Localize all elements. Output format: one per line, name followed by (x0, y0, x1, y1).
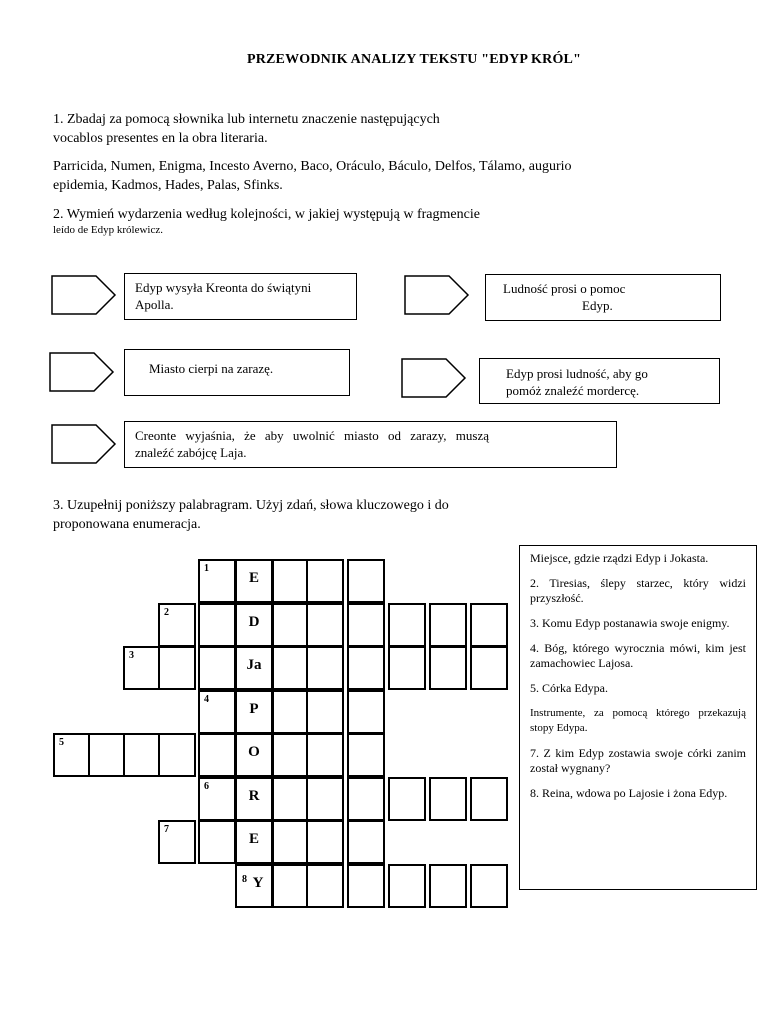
crossword-cell (272, 864, 310, 908)
q1-line2: vocablos presentes en la obra literaria. (53, 131, 268, 146)
crossword-cell (198, 820, 236, 864)
crossword-cell (347, 777, 385, 821)
crossword-cell (470, 646, 508, 690)
crossword-cell (347, 733, 385, 777)
q3-line1: 3. Uzupełnij poniższy palabragram. Użyj zdań, słowa kluczowego i do (53, 498, 449, 513)
key-letter-cell (235, 820, 273, 864)
row-number: 3 (129, 650, 134, 661)
crossword-cell (306, 733, 344, 777)
q2-line2: leído de Edyp królewicz. (53, 224, 163, 236)
crossword-cell (429, 777, 467, 821)
key-letter: Ja (246, 657, 262, 673)
row-number: 2 (164, 606, 169, 618)
crossword-cell (158, 820, 196, 864)
crossword-cell (470, 603, 508, 647)
arrow-4-icon (401, 358, 467, 398)
crossword-cell (429, 864, 467, 908)
crossword-cell (272, 733, 310, 777)
event-2-line1: Ludność prosi o pomoc (503, 281, 626, 296)
crossword-cell (272, 646, 310, 690)
crossword-cell (388, 777, 426, 821)
crossword-cell (198, 690, 236, 734)
clue-4: 4. Bóg, którego wyrocznia mówi, kim jest zamachowiec Lajosa. (530, 641, 746, 670)
clue-5: 5. Córka Edypa. (530, 681, 608, 695)
event-box-1 (124, 273, 357, 320)
arrow-2-icon (404, 275, 470, 315)
event-3-line1: Miasto cierpi na zarazę. (149, 361, 274, 376)
crossword-cell (470, 777, 508, 821)
row-number: 1 (204, 563, 209, 574)
row-number: 7 (164, 824, 169, 835)
crossword-cell (429, 646, 467, 690)
crossword-cell (158, 733, 196, 777)
crossword-cell (272, 603, 310, 647)
q3-line2: proponowana enumeracja. (53, 517, 201, 532)
crossword-cell (306, 820, 344, 864)
crossword-cell (306, 559, 344, 603)
row-number: 5 (59, 737, 64, 748)
crossword-cell (272, 820, 310, 864)
clue-2: 2. Tiresias, ślepy starzec, który widzi przyszłość. (530, 576, 746, 605)
crossword-cell (306, 603, 344, 647)
crossword-cell (429, 603, 467, 647)
crossword-cell (306, 864, 344, 908)
key-letter-cell (235, 733, 273, 777)
key-letter-cell (235, 690, 273, 734)
clue-7: 7. Z kim Edyp zostawia swoje córki zanim został wygnany? (530, 746, 746, 775)
crossword-cell (272, 690, 310, 734)
clue-6: Instrumente, za pomocą którego przekazują stopy Edypa. (530, 707, 746, 734)
crossword-cell (123, 646, 161, 690)
key-letter-cell (235, 864, 273, 908)
key-letter: O (248, 744, 260, 760)
crossword-cell (470, 864, 508, 908)
key-letter: E (248, 570, 259, 586)
key-letter: Y (252, 874, 264, 891)
key-letter: R (248, 787, 260, 804)
event-box-2 (485, 274, 721, 321)
row-number: 6 (204, 780, 209, 792)
crossword-cell (347, 559, 385, 603)
row-number: 4 (204, 693, 209, 705)
crossword-cell (53, 733, 91, 777)
key-letter-cell (235, 646, 273, 690)
key-letter-cell (235, 603, 273, 647)
crossword-cell (347, 864, 385, 908)
q1-words1: Parricida, Numen, Enigma, Incesto Averno, Baco, Oráculo, Báculo, Delfos, Tálamo, augurio (53, 159, 572, 174)
crossword-cell (306, 777, 344, 821)
crossword-cell (347, 646, 385, 690)
crossword-cell (158, 603, 196, 647)
key-letter-cell (235, 559, 273, 603)
crossword-cell (198, 559, 236, 603)
crossword-cell (123, 733, 161, 777)
crossword-cell (198, 777, 236, 821)
crossword-cell (388, 603, 426, 647)
crossword-cell (347, 690, 385, 734)
crossword-cell (388, 864, 426, 908)
crossword-cell (306, 646, 344, 690)
q1-words2: epidemia, Kadmos, Hades, Palas, Sfinks. (53, 178, 283, 193)
event-box-5 (124, 421, 617, 468)
arrow-3-icon (49, 352, 115, 392)
event-4-line1: Edyp prosi ludność, aby go (506, 366, 648, 381)
crossword-cell (158, 646, 196, 690)
key-letter-cell (235, 777, 273, 821)
q2-line1: 2. Wymień wydarzenia według kolejności, w jakiej występują w fragmencie (53, 207, 480, 222)
event-1-line1: Edyp wysyła Kreonta do świątyni (135, 280, 312, 295)
row-number: 8 (242, 873, 247, 885)
crossword-cell (388, 646, 426, 690)
arrow-5-icon (51, 424, 117, 464)
event-4-line2: pomóż znaleźć mordercę. (506, 383, 640, 398)
clue-3: 3. Komu Edyp postanawia swoje enigmy. (530, 616, 730, 630)
crossword-cell (88, 733, 126, 777)
crossword-cell (306, 690, 344, 734)
crossword-cell (198, 603, 236, 647)
document-title: PRZEWODNIK ANALIZY TEKSTU "EDYP KRÓL" (246, 52, 582, 67)
arrow-1-icon (51, 275, 117, 315)
clues-box (519, 545, 757, 890)
event-5-line1: Creonte wyjaśnia, że aby uwolnić miasto od zarazy, muszą (135, 428, 489, 443)
q1-line1: 1. Zbadaj za pomocą słownika lub internetu znaczenie następujących (53, 112, 440, 127)
key-letter: E (248, 831, 259, 847)
event-1-line2: Apolla. (135, 297, 174, 312)
crossword-cell (198, 733, 236, 777)
crossword-cell (272, 559, 310, 603)
event-2-line2: Edyp. (582, 298, 613, 313)
key-letter: D (248, 613, 260, 630)
crossword-cell (347, 820, 385, 864)
crossword-cell (198, 646, 236, 690)
crossword-cell (272, 777, 310, 821)
clue-8: 8. Reina, wdowa po Lajosie i żona Edyp. (530, 786, 728, 800)
clue-1: Miejsce, gdzie rządzi Edyp i Jokasta. (530, 551, 709, 565)
key-letter: P (249, 700, 259, 717)
event-5-line2: znaleźć zabójcę Laja. (135, 445, 247, 460)
event-box-4 (479, 358, 720, 404)
crossword-cell (347, 603, 385, 647)
event-box-3 (124, 349, 350, 396)
